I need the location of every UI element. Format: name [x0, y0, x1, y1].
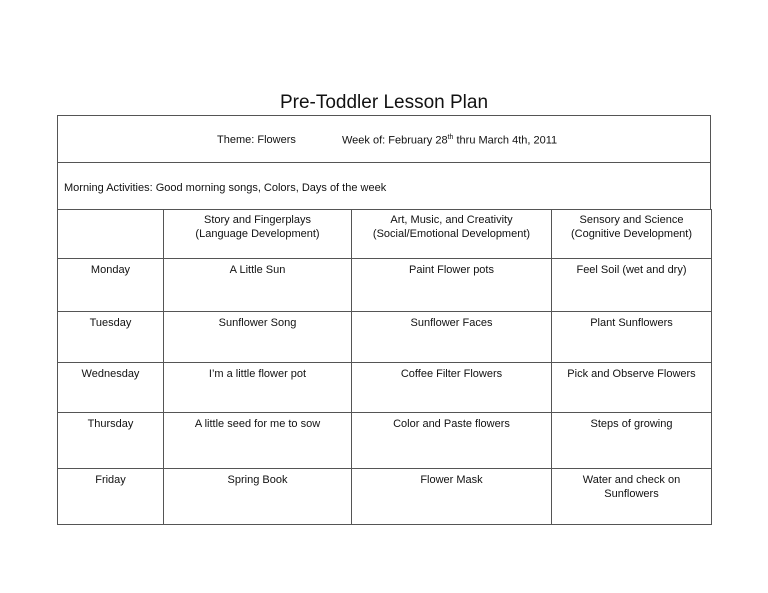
week-prefix: Week of: February 28 — [342, 134, 448, 147]
sensory-cell — [552, 259, 712, 312]
sensory-cell — [552, 363, 712, 413]
table-header-row — [58, 210, 712, 259]
art-cell: Paint Flower pots — [352, 259, 552, 312]
theme-row — [57, 115, 711, 163]
story-cell: A Little Sun — [164, 259, 352, 312]
header-label: Art, Music, and Creativity — [390, 214, 513, 226]
story-cell: Sunflower Song — [164, 312, 352, 363]
sensory-cell — [552, 469, 712, 525]
day-cell: Friday — [58, 469, 164, 525]
table-row — [58, 259, 712, 312]
day-cell: Tuesday — [58, 312, 164, 363]
sensory-text: Pick and Observe Flowers — [567, 368, 696, 380]
art-cell: Color and Paste flowers — [352, 413, 552, 469]
story-cell: A little seed for me to sow — [164, 413, 352, 469]
art-cell: Sunflower Faces — [352, 312, 552, 363]
day-cell: Wednesday — [58, 363, 164, 413]
sensory-cell — [552, 413, 712, 469]
header-cell-art — [352, 210, 552, 259]
sensory-text-2: Sunflowers — [604, 488, 659, 500]
lesson-plan-table — [57, 209, 712, 525]
day-cell: Thursday — [58, 413, 164, 469]
week-text — [342, 134, 557, 147]
header-label: Story and Fingerplays — [204, 214, 311, 226]
art-cell: Coffee Filter Flowers — [352, 363, 552, 413]
header-sublabel: (Cognitive Development) — [570, 228, 693, 240]
week-suffix: thru March 4th, 2011 — [453, 134, 558, 147]
day-cell: Monday — [58, 259, 164, 312]
header-cell-story — [164, 210, 352, 259]
page-title: Pre-Toddler Lesson Plan — [279, 92, 489, 113]
sensory-text: Feel Soil (wet and dry) — [576, 264, 687, 276]
sensory-text: Steps of growing — [590, 418, 673, 430]
header-sublabel: (Social/Emotional Development) — [372, 228, 531, 240]
table-row — [58, 413, 712, 469]
story-cell: Spring Book — [164, 469, 352, 525]
header-cell-sensory — [552, 210, 712, 259]
morning-activities-row — [57, 162, 711, 210]
week-ordinal: th — [447, 134, 454, 141]
table-row — [58, 469, 712, 525]
table-row — [58, 312, 712, 363]
header-label: Sensory and Science — [579, 214, 684, 226]
morning-activities-text: Morning Activities: Good morning songs, Colors, Days of the week — [64, 182, 387, 194]
header-cell-day — [58, 210, 164, 259]
sensory-text: Plant Sunflowers — [590, 317, 673, 329]
table-row — [58, 363, 712, 413]
header-sublabel: (Language Development) — [195, 228, 320, 240]
art-cell: Flower Mask — [352, 469, 552, 525]
theme-text: Theme: Flowers — [217, 134, 296, 146]
sensory-text: Water and check on — [582, 474, 681, 486]
sensory-cell — [552, 312, 712, 363]
story-cell: I’m a little flower pot — [164, 363, 352, 413]
